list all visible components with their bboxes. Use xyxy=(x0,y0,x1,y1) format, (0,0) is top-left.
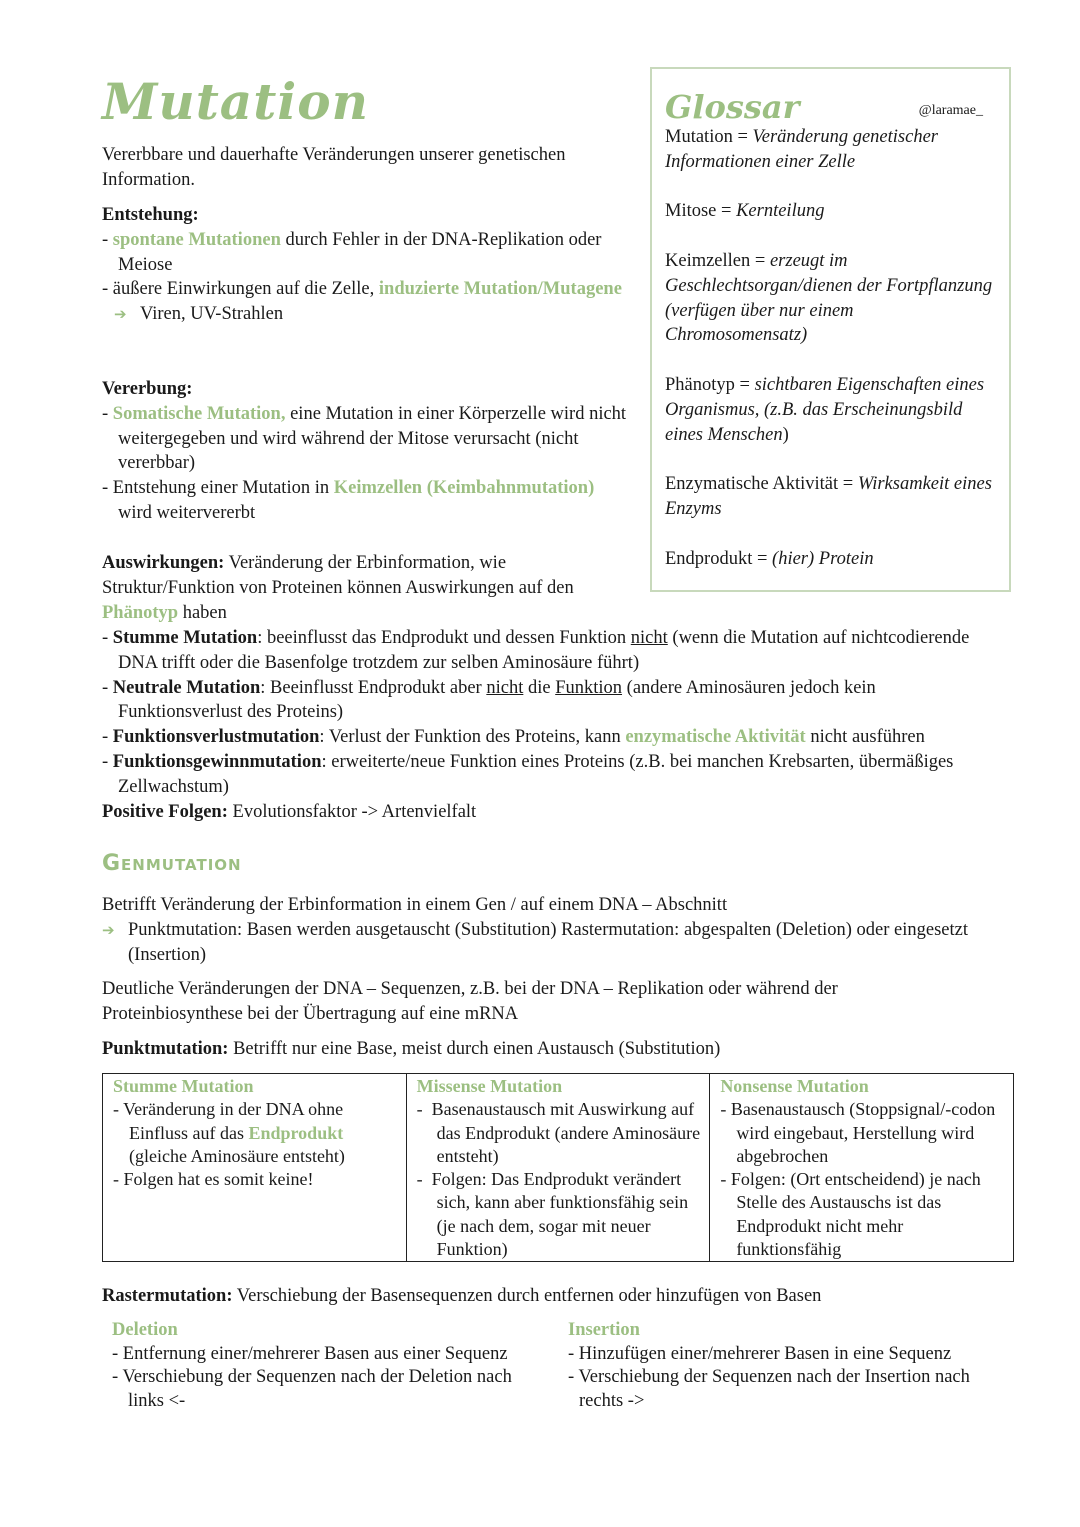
genmutation-section xyxy=(102,893,972,1062)
glossar-definition: Kernteilung xyxy=(736,201,825,222)
list-item: - Folgen hat es somit keine! xyxy=(113,1169,314,1190)
glossar-definition: (hier) Protein xyxy=(772,548,874,569)
rastermutation-text: Verschiebung der Basensequenzen durch entfernen oder hinzufügen von Basen xyxy=(232,1286,822,1306)
intro-text: Vererbbare und dauerhafte Veränderungen unserer genetischen Information. xyxy=(102,145,566,190)
cell-text: Basenaustausch mit Auswirkung auf das Endprodukt (andere Aminosäure entsteht) xyxy=(431,1099,701,1166)
table-col-title: Nonsense Mutation xyxy=(720,1076,869,1096)
list-item: - Verschiebung der Sequenzen nach der Insertion nach rechts -> xyxy=(568,1367,970,1411)
stumme-underline: nicht xyxy=(630,628,668,648)
insertion-block xyxy=(568,1319,1013,1413)
cell-text: Basenaustausch (Stoppsignal/-codon wird eingebaut, Herstellung wird abgebrochen xyxy=(730,1099,996,1166)
table-cell-missense xyxy=(406,1074,710,1262)
cell-tail: (gleiche Aminosäure entsteht) xyxy=(129,1145,345,1166)
entstehung-heading: Entstehung: xyxy=(102,205,199,225)
genmutation-heading: Genmutation xyxy=(102,851,242,876)
rastermutation-label: Rastermutation: xyxy=(102,1286,233,1306)
entstehung-item-1-text: durch Fehler in der DNA-Replikation oder Meiose xyxy=(118,229,602,275)
list-item: - Folgen: (Ort entscheidend) je nach Stelle des Austauschs ist das Endprodukt nicht mehr funktionsfähig xyxy=(720,1169,981,1260)
table-row xyxy=(103,1074,1014,1262)
glossar-term: Mitose = xyxy=(665,201,737,222)
glossar-entry xyxy=(665,249,996,348)
punktmutation-text: Betrifft nur eine Base, meist durch einen Austausch (Substitution) xyxy=(228,1038,721,1059)
stumme-text: : beeinflusst das Endprodukt und dessen Funktion xyxy=(257,628,631,648)
auswirkungen-tail: haben xyxy=(178,602,227,623)
vererbung-section xyxy=(102,377,632,526)
glossar-box xyxy=(650,67,1011,592)
positive-folgen xyxy=(102,800,1002,825)
neutrale-label: Neutrale Mutation xyxy=(112,677,261,698)
neutrale-underline-2: Funktion xyxy=(555,677,623,698)
entstehung-item-1-highlight: spontane Mutationen xyxy=(112,229,281,250)
entstehung-item-2-text: äußere Einwirkungen auf die Zelle, xyxy=(112,279,379,300)
glossar-entry xyxy=(665,125,996,175)
stumme-tail: (wenn die Mutation auf nichtcodierende DNA trifft oder die Basenfolge trotzdem zur selben Aminosäure führt) xyxy=(118,628,970,673)
punktmutation-table xyxy=(102,1073,1014,1262)
neutrale-underline-1: nicht xyxy=(486,677,524,698)
cell-text: Folgen: (Ort entscheidend) je nach Stelle des Austauschs ist das Endprodukt nicht mehr funktionsfähig xyxy=(730,1169,981,1260)
vererbung-item-2-highlight: Keimzellen (Keimbahnmutation) xyxy=(333,478,595,499)
entstehung-arrow-line xyxy=(102,302,632,327)
arrow-right-icon: ➔ xyxy=(114,305,127,324)
insertion-item-2: Verschiebung der Sequenzen nach der Insertion nach rechts -> xyxy=(578,1367,970,1411)
vererbung-heading: Vererbung: xyxy=(102,379,193,399)
glossar-definition: sichtbaren Eigenschaften eines Organismus, (z.B. das Erscheinungsbild eines Menschen xyxy=(665,374,985,445)
list-item: - Basenaustausch (Stoppsignal/-codon wird eingebaut, Herstellung wird abgebrochen xyxy=(720,1099,996,1166)
glossar-title: Glossar xyxy=(665,88,800,126)
insertion-title: Insertion xyxy=(568,1320,640,1340)
stumme-label: Stumme Mutation xyxy=(112,628,258,648)
glossar-term: Enzymatische Aktivität = xyxy=(665,474,858,495)
table-cell-stumme xyxy=(103,1074,407,1262)
list-item: - Basenaustausch mit Auswirkung auf das Endprodukt (andere Aminosäure entsteht) xyxy=(416,1099,701,1166)
list-item: - Verschiebung der Sequenzen nach der Deletion nach links <- xyxy=(112,1367,512,1411)
auswirkungen-heading: Auswirkungen: xyxy=(102,553,225,573)
auswirkungen-list xyxy=(102,626,1002,824)
verlust-label: Funktionsverlustmutation xyxy=(112,727,320,748)
entstehung-item-2: - äußere Einwirkungen auf die Zelle, induzierte Mutation/Mutagene xyxy=(102,279,622,300)
auswirkungen-intro xyxy=(102,551,622,625)
page-title: Mutation xyxy=(102,72,369,131)
glossar-definition-tail: ) xyxy=(782,424,789,445)
intro-block xyxy=(102,143,632,193)
neutrale-tail: (andere Aminosäuren jedoch kein Funktionsverlust des Proteins) xyxy=(118,677,876,723)
cell-text: Folgen: Das Endprodukt verändert sich, kann aber funktionsfähig sein (je nach dem, sogar mit neuer Funktion) xyxy=(431,1169,689,1260)
glossar-entry xyxy=(665,373,996,447)
table-cell-nonsense xyxy=(710,1074,1014,1262)
genmutation-intro: Betrifft Veränderung der Erbinformation in einem Gen / auf einem DNA – Abschnitt xyxy=(102,895,728,915)
glossar-definition: Wirksamkeit eines Enzyms xyxy=(665,474,992,519)
list-item: - Veränderung in der DNA ohne Einfluss auf das Endprodukt (gleiche Aminosäure entsteht) xyxy=(113,1099,345,1166)
entstehung-item-2-highlight: induzierte Mutation/Mutagene xyxy=(378,279,622,300)
list-item: - Entfernung einer/mehrerer Basen aus einer Sequenz xyxy=(112,1343,508,1364)
cell-text: Veränderung in der DNA ohne Einfluss auf das xyxy=(123,1099,344,1143)
cell-text: Folgen hat es somit keine! xyxy=(123,1169,314,1190)
list-item-neutrale: - Neutrale Mutation: Beeinflusst Endprodukt aber nicht die Funktion (andere Aminosäuren jedoch kein Funktionsverlust des Proteins) xyxy=(102,677,876,723)
genmutation-arrow-line xyxy=(102,918,972,968)
vererbung-item-1: - Somatische Mutation, eine Mutation in einer Körperzelle wird nicht weitergegeben und wird während der Mitose verursacht (nicht vererbbar) xyxy=(102,403,627,474)
vererbung-item-2-text: Entstehung einer Mutation in xyxy=(112,478,334,499)
auswirkungen-text: Veränderung der Erbinformation, wie Struktur/Funktion von Proteinen können Auswirkungen auf den xyxy=(102,553,574,598)
insertion-item-1: Hinzufügen einer/mehrerer Basen in eine Sequenz xyxy=(578,1343,952,1364)
auswirkungen-highlight: Phänotyp xyxy=(102,602,179,623)
glossar-term: Keimzellen = xyxy=(665,250,770,271)
glossar-term: Phänotyp = xyxy=(665,374,755,395)
positive-text: Evolutionsfaktor -> Artenvielfalt xyxy=(227,801,477,822)
deletion-block xyxy=(112,1319,552,1413)
table-col-title: Missense Mutation xyxy=(416,1076,563,1096)
genmutation-para: Deutliche Veränderungen der DNA – Sequenzen, z.B. bei der DNA – Replikation oder während der Proteinbiosynthese bei der Übertragung auf eine mRNA xyxy=(102,979,838,1025)
vererbung-item-2-tail: wird weitervererbt xyxy=(118,502,256,523)
neutrale-text: : Beeinflusst Endprodukt aber xyxy=(260,677,487,698)
verlust-highlight: enzymatische Aktivität xyxy=(625,727,806,748)
glossar-term: Mutation = xyxy=(665,127,753,147)
deletion-title: Deletion xyxy=(112,1320,178,1340)
list-item: - Hinzufügen einer/mehrerer Basen in eine Sequenz xyxy=(568,1343,952,1364)
genmutation-arrow-text: Punktmutation: Basen werden ausgetauscht (Substitution) Rastermutation: abgespalten (Deletion) oder eingesetzt (Insertion) xyxy=(128,919,969,965)
glossar-entry xyxy=(665,199,996,224)
deletion-item-2: Verschiebung der Sequenzen nach der Deletion nach links <- xyxy=(122,1367,512,1411)
deletion-item-1: Entfernung einer/mehrerer Basen aus einer Sequenz xyxy=(122,1343,508,1364)
list-item-verlust: - Funktionsverlustmutation: Verlust der Funktion des Proteins, kann enzymatische Aktivität nicht ausführen xyxy=(102,727,925,748)
glossar-entry xyxy=(665,472,996,522)
rastermutation-line xyxy=(102,1284,1002,1309)
glossar-definition: Veränderung genetischer Informationen einer Zelle xyxy=(665,127,938,172)
cell-highlight: Endprodukt xyxy=(248,1122,344,1143)
gewinn-text: : erweiterte/neue Funktion eines Proteins (z.B. bei manchen Krebsarten, übermäßiges Zellwachstum) xyxy=(118,751,954,797)
vererbung-item-2: - Entstehung einer Mutation in Keimzellen (Keimbahnmutation) wird weitervererbt xyxy=(102,478,595,523)
glossar-definition: erzeugt im Geschlechtsorgan/dienen der Fortpflanzung (verfügen über nur einem Chromosomensatz) xyxy=(665,250,993,346)
punktmutation-line xyxy=(102,1037,972,1062)
glossar-entry xyxy=(665,547,996,572)
entstehung-item-1: - spontane Mutationen durch Fehler in der DNA-Replikation oder Meiose xyxy=(102,229,602,275)
positive-label: Positive Folgen: xyxy=(102,801,228,822)
list-item: - Folgen: Das Endprodukt verändert sich, kann aber funktionsfähig sein (je nach dem, sogar mit neuer Funktion) xyxy=(416,1169,689,1260)
punktmutation-label: Punktmutation: xyxy=(102,1038,229,1059)
table-col-title: Stumme Mutation xyxy=(113,1076,254,1096)
vererbung-item-1-text: eine Mutation in einer Körperzelle wird nicht weitergegeben und wird während der Mitose verursacht (nicht vererbbar) xyxy=(118,403,627,474)
entstehung-arrow-text: Viren, UV-Strahlen xyxy=(140,304,284,325)
glossar-entries xyxy=(665,125,996,571)
neutrale-text-2: die xyxy=(523,677,556,698)
author-handle: @laramae_ xyxy=(918,103,983,118)
verlust-tail: nicht ausführen xyxy=(805,727,925,748)
glossar-term: Endprodukt = xyxy=(665,548,773,569)
verlust-text: : Verlust der Funktion des Proteins, kann xyxy=(319,727,626,748)
entstehung-section xyxy=(102,203,632,327)
vererbung-item-1-highlight: Somatische Mutation, xyxy=(112,403,286,424)
arrow-right-icon: ➔ xyxy=(102,920,115,939)
list-item-stumme: - Stumme Mutation: beeinflusst das Endprodukt und dessen Funktion nicht (wenn die Mutation auf nichtcodierende DNA trifft oder die Basenfolge trotzdem zur selben Aminosäure führt) xyxy=(102,628,970,673)
list-item-gewinn: - Funktionsgewinnmutation: erweiterte/neue Funktion eines Proteins (z.B. bei manchen Krebsarten, übermäßiges Zellwachstum) xyxy=(102,751,954,797)
gewinn-label: Funktionsgewinnmutation xyxy=(112,751,322,772)
